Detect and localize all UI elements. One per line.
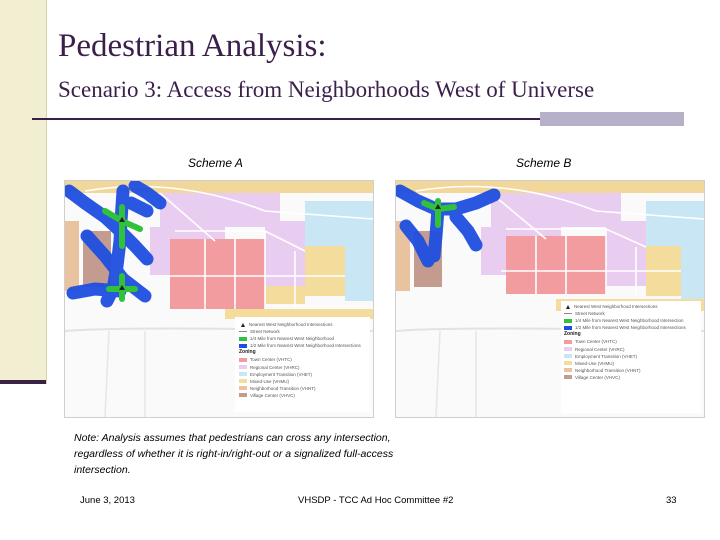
legend-item-mixed-use: Mixed-Use (VHMU) bbox=[239, 378, 369, 385]
legend-item-quarter-mile: 1/4 Mile from Nearest West Neighborhood bbox=[239, 335, 369, 342]
triangle-icon bbox=[241, 323, 245, 327]
scheme-a-map bbox=[64, 180, 374, 418]
legend-item-street-network: Street Network bbox=[564, 310, 694, 317]
legend-item-regional-center: Regional Center (VHRC) bbox=[564, 346, 694, 353]
legend-item-town-center: Town Center (VHTC) bbox=[564, 338, 694, 345]
footer-title: VHSDP - TCC Ad Hoc Committee #2 bbox=[298, 495, 454, 506]
scheme-b-map-graphic bbox=[396, 181, 704, 417]
triangle-icon bbox=[566, 305, 570, 309]
side-panel bbox=[0, 0, 47, 384]
scheme-a-label: Scheme A bbox=[188, 156, 243, 170]
legend-item-employment-transition: Employment Transition (VHET) bbox=[239, 371, 369, 378]
slide-title: Pedestrian Analysis: bbox=[58, 28, 327, 64]
title-rule-accent bbox=[540, 112, 684, 126]
slide-subtitle: Scenario 3: Access from Neighborhoods West of Universe bbox=[58, 77, 595, 102]
legend-item-town-center: Town Center (VHTC) bbox=[239, 356, 369, 363]
legend-item-regional-center: Regional Center (VHRC) bbox=[239, 364, 369, 371]
scheme-b-map bbox=[395, 180, 705, 418]
legend-item-village-center: Village Center (VHVC) bbox=[564, 374, 694, 381]
legend-item-half-mile: 1/2 Mile from Nearest West Neighborhood Intersections bbox=[564, 324, 694, 331]
title-rule bbox=[32, 118, 540, 120]
legend-item-neighborhood-transition: Neighborhood Transition (VHNT) bbox=[239, 385, 369, 392]
legend-item-village-center: Village Center (VHVC) bbox=[239, 392, 369, 399]
legend-zoning-heading: Zoning bbox=[239, 349, 256, 356]
scheme-b-legend-list bbox=[564, 303, 694, 381]
side-panel-accent bbox=[0, 380, 46, 384]
legend-item-intersections: Nearest West Neighborhood Intersections bbox=[239, 321, 369, 328]
legend-item-half-mile: 1/2 Mile from Nearest West Neighborhood Intersections bbox=[239, 342, 369, 349]
scheme-a-legend-list bbox=[239, 321, 369, 399]
footer-date: June 3, 2013 bbox=[80, 495, 135, 506]
legend-item-street-network: Street Network bbox=[239, 328, 369, 335]
legend-item-employment-transition: Employment Transition (VHET) bbox=[564, 353, 694, 360]
analysis-note: Note: Analysis assumes that pedestrians can cross any intersection, regardless of whether it is right-in/right-out or a signalized full-access intersection. bbox=[74, 432, 394, 476]
legend-item-mixed-use: Mixed-Use (VHMU) bbox=[564, 360, 694, 367]
scheme-b-label: Scheme B bbox=[516, 156, 572, 170]
legend-zoning-heading: Zoning bbox=[564, 331, 581, 338]
legend-item-quarter-mile: 1/4 Mile from Nearest West Neighborhood Intersection bbox=[564, 317, 694, 324]
legend-item-neighborhood-transition: Neighborhood Transition (VHNT) bbox=[564, 367, 694, 374]
page-number: 33 bbox=[666, 495, 677, 506]
legend-item-intersections: Nearest West Neighborhood Intersections bbox=[564, 303, 694, 310]
